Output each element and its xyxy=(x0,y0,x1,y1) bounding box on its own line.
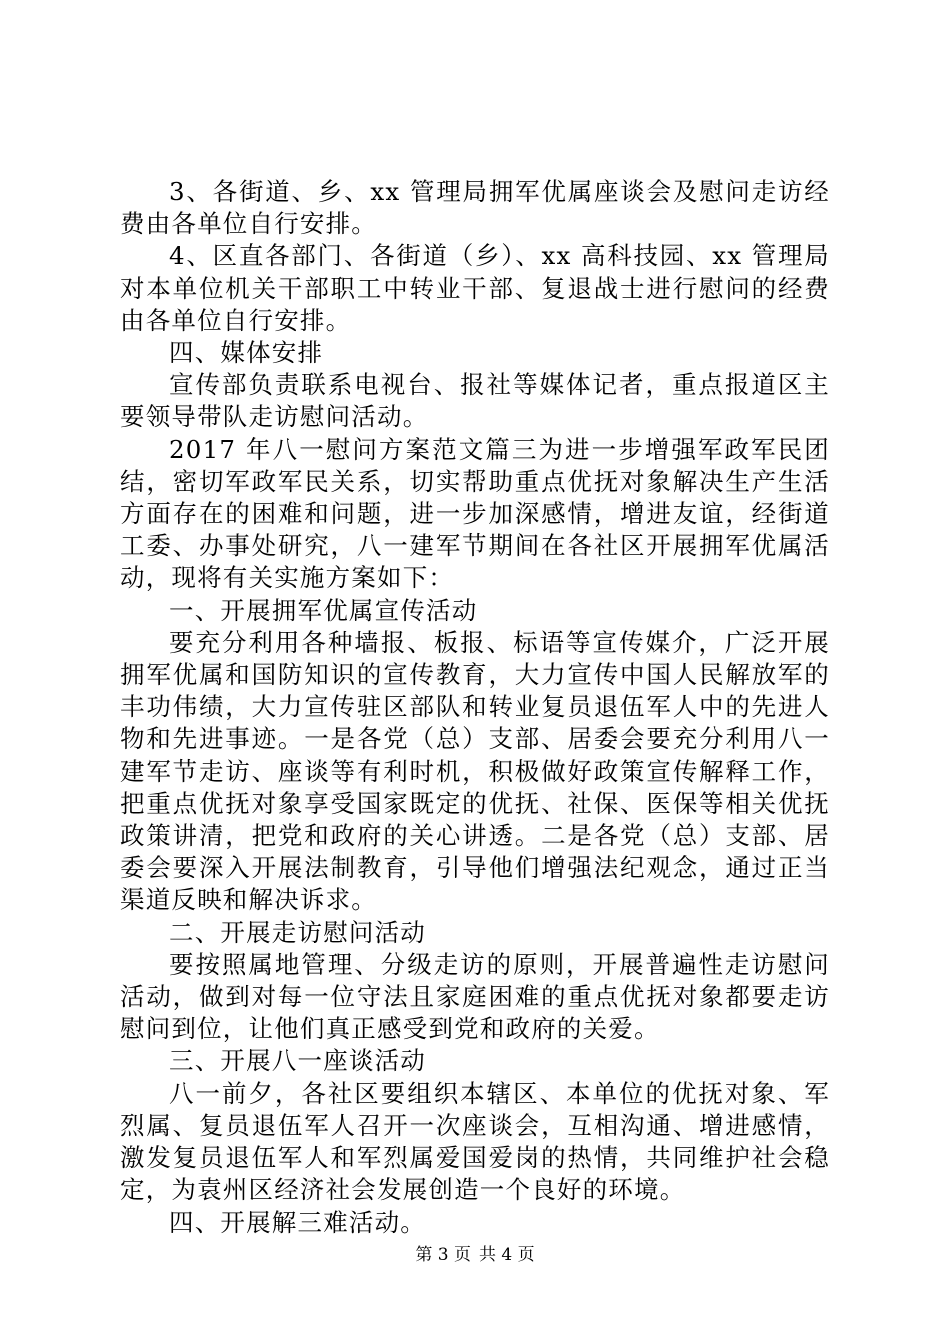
document-body xyxy=(120,176,830,1239)
paragraph-publicity: 要充分利用各种墙报、板报、标语等宣传媒介，广泛开展拥军优属和国防知识的宣传教育，大力宣传中国人民解放军的丰功伟绩，大力宣传驻区部队和转业复员退伍军人中的先进人物和先进事迹。一是各党（总）支部、居委会要充分利用八一建军节走访、座谈等有利时机，积极做好政策宣传解释工作，把重点优抚对象享受国家既定的优抚、社保、医保等相关优抚政策讲清，把党和政府的关心讲透。二是各党（总）支部、居委会要深入开展法制教育，引导他们增强法纪观念，通过正当渠道反映和解决诉求。 xyxy=(120,627,830,915)
page-footer xyxy=(0,1244,950,1266)
section-heading-forum: 三、开展八一座谈活动 xyxy=(169,1046,426,1076)
paragraph-visits: 要按照属地管理、分级走访的原则，开展普遍性走访慰问活动，做到对每一位守法且家庭困难的重点优抚对象都要走访慰问到位，让他们真正感受到党和政府的关爱。 xyxy=(120,949,830,1044)
paragraph-funding-streets: 3、各街道、乡、xx 管理局拥军优属座谈会及慰问走访经费由各单位自行安排。 xyxy=(120,177,830,239)
paragraph-media-coverage: 宣传部负责联系电视台、报社等媒体记者，重点报道区主要领导带队走访慰问活动。 xyxy=(120,370,830,432)
paragraph-funding-departments: 4、区直各部门、各街道（乡）、xx 高科技园、xx 管理局对本单位机关干部职工中转业干部、复退战士进行慰问的经费由各单位自行安排。 xyxy=(120,241,830,335)
paragraph-plan-intro: 2017 年八一慰问方案范文篇三为进一步增强军政军民团结，密切军政军民关系，切实帮助重点优抚对象解决生产生活方面存在的困难和问题，进一步加深感情，增进友谊，经街道工委、办事处研究，八一建军节期间在各社区开展拥军优属活动，现将有关实施方案如下： xyxy=(120,434,830,593)
page-number: 第 3 页 xyxy=(415,1245,471,1265)
section-heading-visits: 二、开展走访慰问活动 xyxy=(169,917,426,947)
page-total: 共 4 页 xyxy=(479,1245,535,1265)
paragraph-forum: 八一前夕，各社区要组织本辖区、本单位的优抚对象、军烈属、复员退伍军人召开一次座谈会，互相沟通、增进感情，激发复员退伍军人和军烈属爱国爱岗的热情，共同维护社会稳定，为袁州区经济社会发展创造一个良好的环境。 xyxy=(120,1078,830,1205)
section-heading-media: 四、媒体安排 xyxy=(169,338,324,368)
section-heading-publicity: 一、开展拥军优属宣传活动 xyxy=(169,595,478,625)
section-heading-three-difficulties: 四、开展解三难活动。 xyxy=(169,1207,426,1237)
